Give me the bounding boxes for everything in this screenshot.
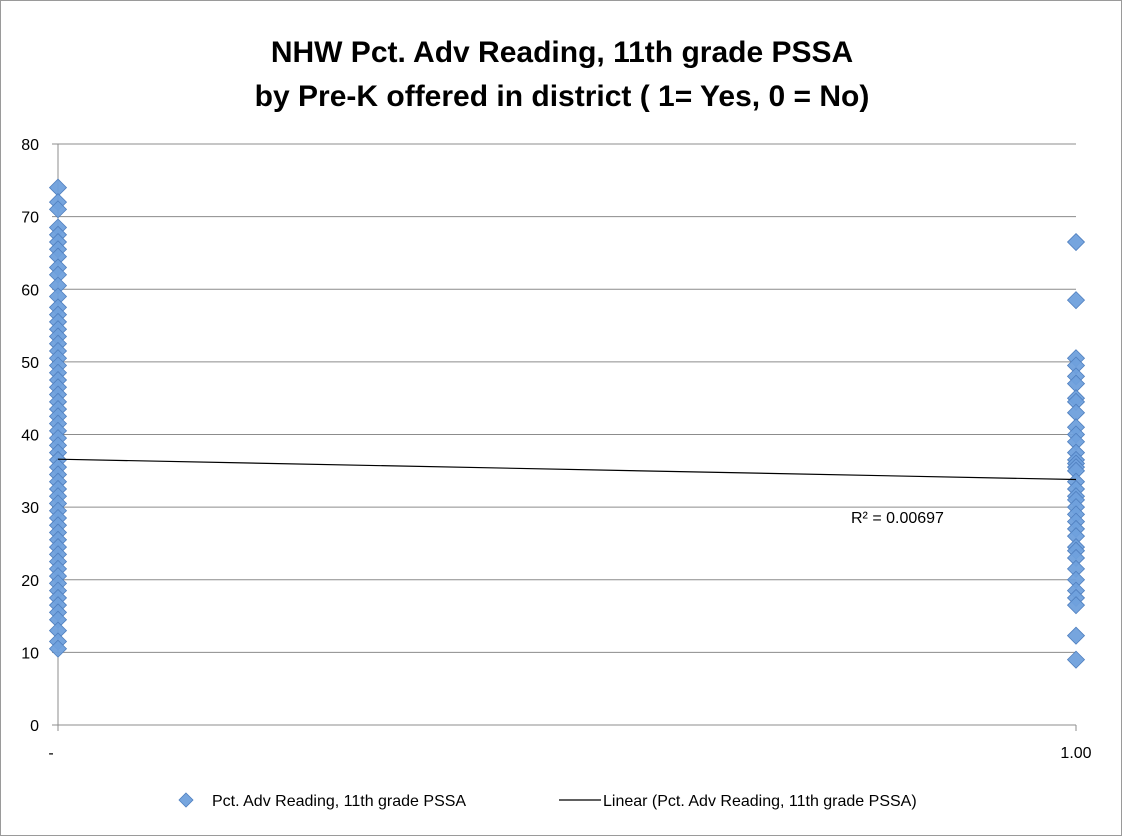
legend-marker-series <box>179 793 193 807</box>
legend-label-series: Pct. Adv Reading, 11th grade PSSA <box>212 793 467 810</box>
y-tick-label: 50 <box>21 354 39 372</box>
data-point <box>1068 651 1085 668</box>
chart-title-line-1: NHW Pct. Adv Reading, 11th grade PSSA <box>270 36 854 69</box>
y-tick-label: 30 <box>21 500 39 518</box>
y-tick-label: 80 <box>21 137 39 154</box>
y-tick-label: 70 <box>21 209 39 227</box>
y-tick-label: 0 <box>30 718 39 735</box>
trendline <box>58 459 1076 479</box>
data-point <box>1068 627 1085 644</box>
plot-area <box>1 1 1121 835</box>
y-tick-label: 40 <box>21 427 39 445</box>
y-tick-label: 10 <box>21 645 39 663</box>
data-point <box>1068 292 1085 309</box>
r-squared-label: R² = 0.00697 <box>851 510 944 527</box>
x-tick-label: - <box>48 745 54 762</box>
y-tick-label: 20 <box>21 572 39 590</box>
x-tick-label: 1.00 <box>1060 745 1092 762</box>
y-tick-label: 60 <box>21 282 39 300</box>
chart-title-line-2: by Pre-K offered in district ( 1= Yes, 0 = No) <box>254 80 870 113</box>
legend-label-trendline: Linear (Pct. Adv Reading, 11th grade PSSA) <box>603 793 917 810</box>
data-point <box>1068 234 1085 251</box>
